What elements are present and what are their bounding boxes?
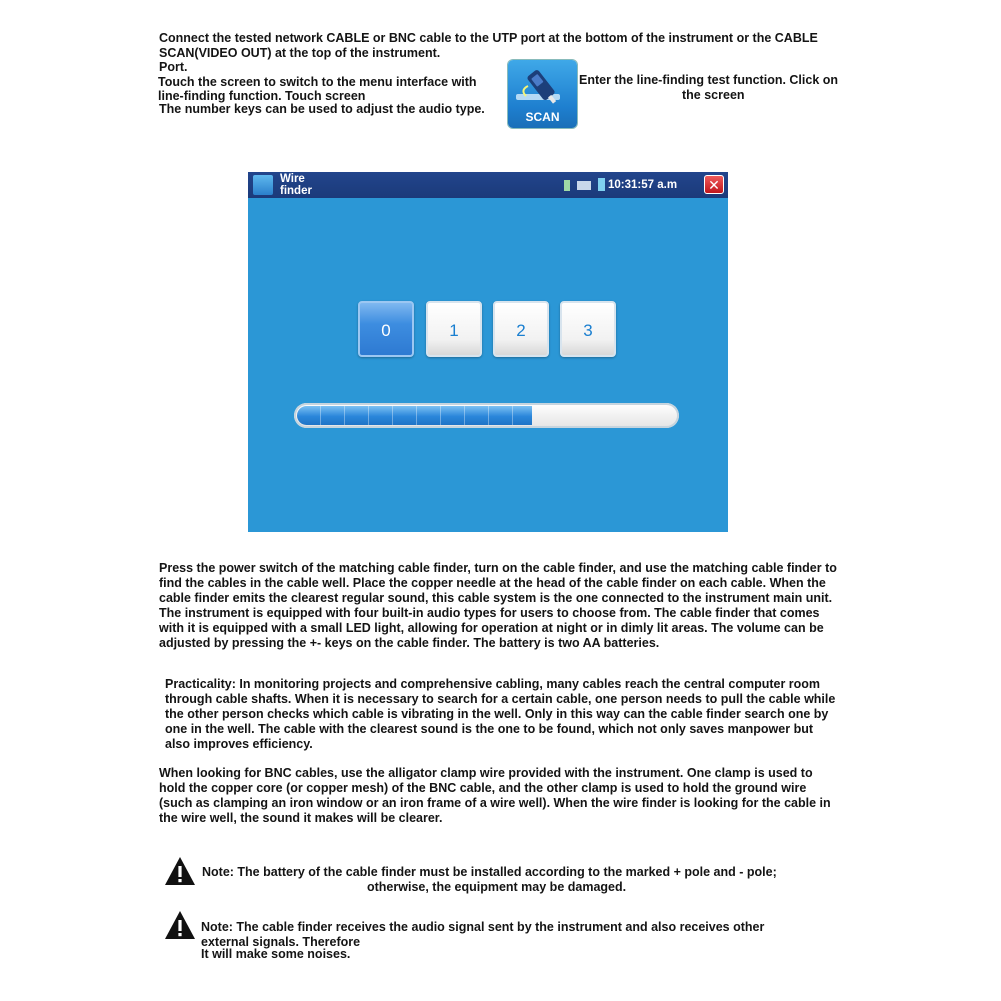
intro-line-5: line-finding function. Touch screen [158,89,366,103]
scan-small-icon[interactable] [253,175,273,195]
note-2-line-2: external signals. Therefore [201,935,361,949]
paragraph-bnc: When looking for BNC cables, use the alligator clamp wire provided with the instrument. One clamp is used to hold the copper core (or copper mesh) of the BNC cable, and the other clamp is used to hold the ground wire (such as clamping an iron window or an iron frame of a wire well). When the wire finder is looking for the cable in the wire well, the sound it makes will be clearer. [159,766,831,825]
signal-icon [564,180,570,191]
intro-line-4: Touch the screen to switch to the menu interface with [158,75,477,89]
paragraph-practicality: Practicality: In monitoring projects and comprehensive cabling, many cables reach the central computer room through cable shafts. When it is necessary to search for a certain cable, one person needs to pull the cable while the other person checks which cable is vibrating in the well. Only in this way can the cable finder search one by one in the well. The cable with the clearest sound is the one to be found, which not only saves manpower but also improves efficiency. [165,677,836,751]
clock: 10:31:57 a.m [608,179,678,191]
intro-line-3: Port. [159,60,188,74]
audio-key-2[interactable]: 2 [493,301,549,357]
screen-title: Wire finder [280,173,312,197]
audio-key-0[interactable]: 0 [358,301,414,357]
scan-label: SCAN [525,110,560,124]
intro-right-1: Enter the line-finding test function. Click on [579,73,839,87]
cable-finder-probe-icon [508,60,577,110]
scan-app-icon[interactable] [508,60,577,128]
device-screen [248,172,728,532]
close-button[interactable]: ✕ [704,175,724,194]
paragraph-operation: Press the power switch of the matching cable finder, turn on the cable finder, and use the matching cable finder to find the cables in the cable well. Place the copper needle at the head of the cable finder on each cable. When the cable finder emits the clearest regular sound, this cable system is the one connected to the instrument main unit. The instrument is equipped with four built-in audio types for users to choose from. The cable finder that comes with it is equipped with a small LED light, allowing for operation at night or in dimly lit areas. The volume can be adjusted by pressing the +- keys on the cable finder. The battery is two AA batteries. [159,561,837,650]
signal-progress-bar [294,403,679,428]
title-bar [248,172,728,198]
intro-line-2: SCAN(VIDEO OUT) at the top of the instrument. [159,46,441,60]
note-2-line-1: Note: The cable finder receives the audio signal sent by the instrument and also receives other [201,920,765,934]
audio-key-1[interactable]: 1 [426,301,482,357]
intro-line-6: The number keys can be used to adjust the audio type. [159,102,485,116]
intro-right-2: the screen [682,88,745,102]
note-1-line-1: Note: The battery of the cable finder must be installed according to the marked + pole and - pole; [202,865,777,879]
note-2-line-3: It will make some noises. [201,947,351,961]
intro-line-1: Connect the tested network CABLE or BNC cable to the UTP port at the bottom of the instrument or the CABLE [159,31,818,45]
warning-icon [164,856,196,886]
warning-icon [164,910,196,940]
note-1-line-2: otherwise, the equipment may be damaged. [367,880,627,894]
audio-key-3[interactable]: 3 [560,301,616,357]
battery-icon [598,178,605,191]
progress-segments [297,406,532,425]
network-icon [577,181,591,190]
